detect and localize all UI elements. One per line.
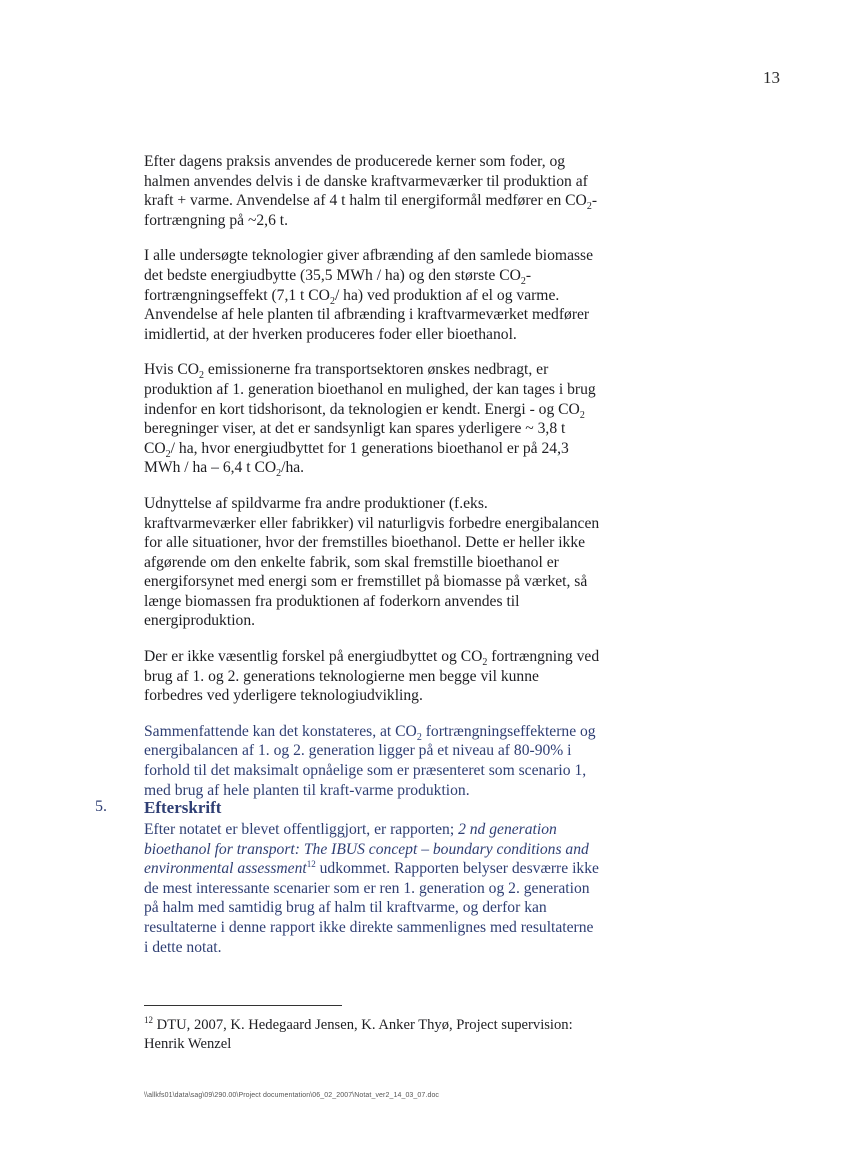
footnote-text: DTU, 2007, K. Hedegaard Jensen, K. Anker Thyø, Project supervision: Henrik Wenzel bbox=[144, 1017, 573, 1052]
paragraph-transport-emissions: Hvis $CO_2$ emissionerne fra transportsektoren ønskes nedbragt, er produktion af 1. generation bioethanol en mulighed, der kan tages i brug indenfor en kort tidshorisont, da teknologien er kendt. Energi - og $CO_2$ beregninger viser, at det er sandsynligt kan spares yderligere ~ 3,8 t $CO_2/$ ha, hvor energiudbyttet for 1 generations bioethanol er på 24,3 MWh / ha – 6,4 t $CO_2/ha$. bbox=[144, 361, 596, 480]
body-text bbox=[144, 152, 600, 816]
file-path-footer: \\allkfs01\data\sag\09\290.00\Project documentation\06_02_2007\Notat_ver2_14_03_07.doc bbox=[144, 1092, 440, 1099]
section-body bbox=[144, 798, 600, 957]
paragraph-generation-comparison: Der er ikke væsentlig forskel på energiudbyttet og $CO_2$ fortrængning ved brug af 1. og 2. generations teknologierne men begge vil kunne forbedres ved yderligere teknologiudvikling. bbox=[144, 648, 600, 705]
paragraph-summary: Sammenfattende kan det konstateres, at $CO_2$ fortrængningseffekterne og energibalancen af 1. og 2. generation ligger på et niveau af 80-90% i forhold til det maksimalt opnåelige som er præsenteret som scenario 1, med brug af hele planten til kraft-varme produktion. bbox=[144, 722, 596, 799]
paragraph-waste-heat: Udnyttelse af spildvarme fra andre produktioner (f.eks. kraftvarmeværker eller fabrikker) vil naturligvis forbedre energibalancen for alle situationer, hvor der fremstilles bioethanol. Dette er heller ikke afgørende om den enkelte fabrik, som skal fremstille bioethanol er energiforsynet med energi som er fremstillet på biomasse på værket, så længe biomassen fra produktionen af foderkorn anvendes til energiproduktion. bbox=[144, 494, 600, 630]
section-heading: Efterskrift bbox=[144, 798, 222, 817]
paragraph-straw-use: Efter dagens praksis anvendes de producerede kerner som foder, og halmen anvendes delvis i de danske kraftvarmeværker til produktion af kraft + varme. Anvendelse af 4 t halm til energiformål medfører en $CO_2$-fortrængning på ~2,6 t. bbox=[144, 153, 598, 229]
section-paragraph: Efter notatet er blevet offentliggjort, er rapporten; 2 nd generation bioethanol for transport: The IBUS concept – boundary conditions and environmental assessment$^{12}$ udkommet. Rapporten belyser desværre ikke de mest interessante scenarier som er ren 1. generation og 2. generation på halm med samtidig brug af halm til kraftvarme, og derfor kan resultaterne i denne rapport ikke direkte sammenlignes med resultaterne i dette notat. bbox=[144, 821, 599, 956]
page-number: 13 bbox=[763, 68, 780, 87]
footnote-separator bbox=[144, 1005, 342, 1006]
paragraph-biomass-combustion: I alle undersøgte teknologier giver afbrænding af den samlede biomasse det bedste energiudbytte (35,5 MWh / ha) og den største $CO_2$-fortrængningseffekt (7,1 t $CO_2/$ ha) ved produktion af el og varme. Anvendelse af hele planten til afbrænding i kraftvarmeværket medfører imidlertid, at der hverken produceres foder eller bioethanol. bbox=[144, 247, 594, 343]
footnote-reference[interactable]: 12 bbox=[306, 859, 316, 869]
report-title: 2 nd generation bioethanol for transport: The IBUS concept – boundary conditions and environmental assessment bbox=[144, 821, 589, 878]
section-number: 5. bbox=[95, 798, 107, 815]
footnote bbox=[144, 1016, 600, 1054]
footnote-number: 12 bbox=[144, 1015, 153, 1026]
